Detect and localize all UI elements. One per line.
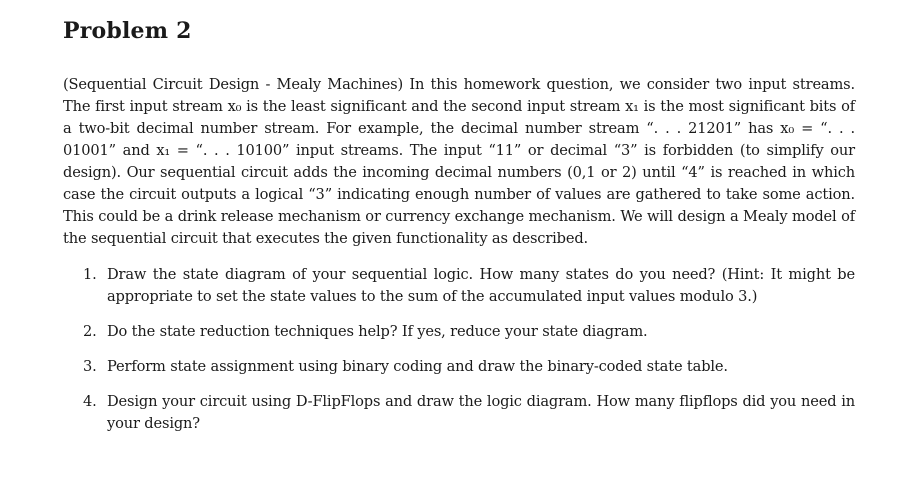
problem-document: [63, 14, 855, 448]
task-text: Draw the state diagram of your sequential logic. How many states do you need? (Hint: It might be appropriate to set the state values to the sum of the accumulated input values modulo 3.): [107, 266, 855, 305]
task-item-2: [83, 321, 855, 343]
problem-intro-paragraph: (Sequential Circuit Design - Mealy Machines) In this homework question, we consider two input streams. The first input stream x₀ is the least significant and the second input stream x₁ is the most significant bits of a two-bit decimal number stream. For example, the decimal number stream “. . . 21201” has x₀ = “. . . 01001” and x₁ = “. . . 10100” input streams. The input “11” or decimal “3” is forbidden (to simplify our design). Our sequential circuit adds the incoming decimal numbers (0,1 or 2) until “4” is reached in which case the circuit outputs a logical “3” indicating enough number of values are gathered to take some action. This could be a drink release mechanism or currency exchange mechanism. We will design a Mealy model of the sequential circuit that executes the given functionality as described.: [63, 76, 855, 247]
task-item-4: [83, 391, 855, 435]
task-number: 2.: [83, 323, 97, 340]
task-item-1: [83, 264, 855, 308]
problem-title: Problem 2: [63, 18, 192, 44]
task-text: Perform state assignment using binary coding and draw the binary-coded state table.: [107, 358, 728, 375]
task-item-3: [83, 356, 855, 378]
task-number: 1.: [83, 266, 97, 283]
task-text: Design your circuit using D-FlipFlops and draw the logic diagram. How many flipflops did you need in your design?: [107, 393, 855, 432]
task-text: Do the state reduction techniques help? If yes, reduce your state diagram.: [107, 323, 648, 340]
task-number: 3.: [83, 358, 97, 375]
task-list: [63, 264, 855, 435]
task-number: 4.: [83, 393, 97, 410]
